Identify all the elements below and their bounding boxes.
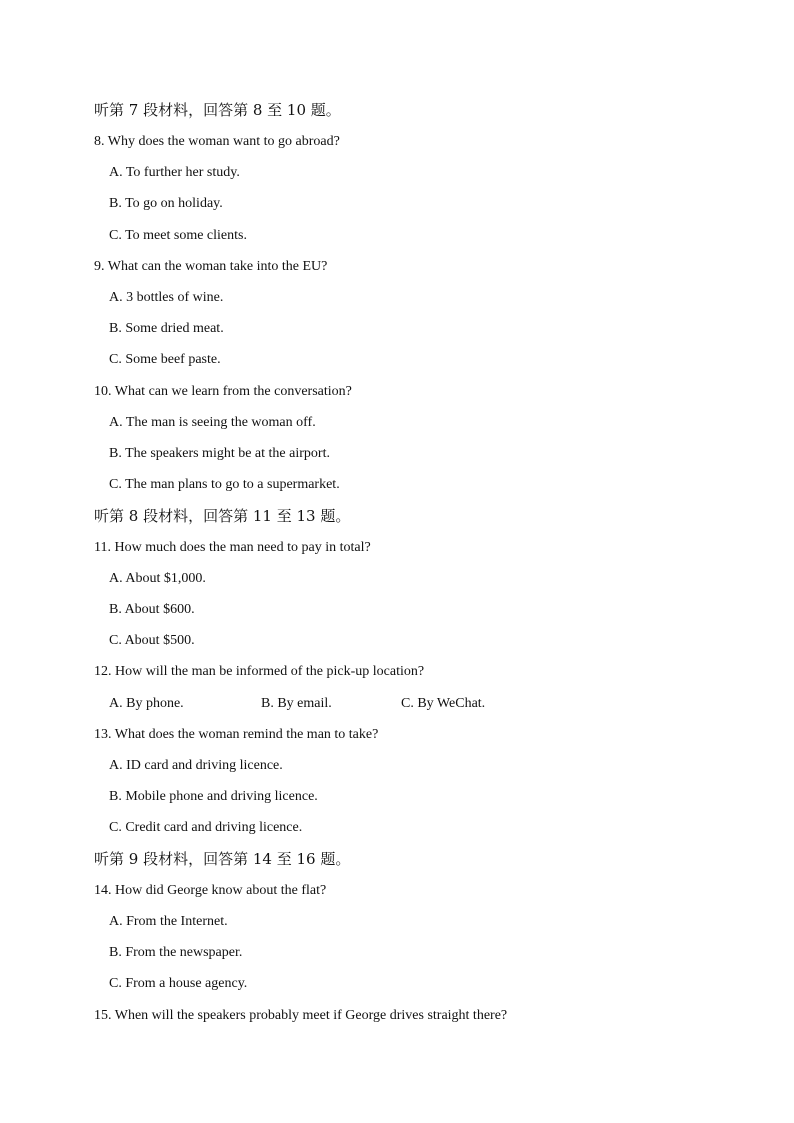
question-8-stem: 8. Why does the woman want to go abroad? <box>94 134 340 149</box>
question-11-option-c: C. About $500. <box>109 633 195 648</box>
question-11-option-b: B. About $600. <box>109 602 195 617</box>
question-10-stem: 10. What can we learn from the conversation? <box>94 384 352 399</box>
question-10-option-a: A. The man is seeing the woman off. <box>109 415 316 430</box>
question-10-option-c: C. The man plans to go to a supermarket. <box>109 477 340 492</box>
question-8-option-c: C. To meet some clients. <box>109 228 247 243</box>
question-10-option-b: B. The speakers might be at the airport. <box>109 446 330 461</box>
question-8-option-b: B. To go on holiday. <box>109 196 223 211</box>
question-9-option-b: B. Some dried meat. <box>109 321 224 336</box>
question-14-stem: 14. How did George know about the flat? <box>94 883 327 898</box>
question-11-option-a: A. About $1,000. <box>109 571 206 586</box>
section-heading-8: 听第 8 段材料，回答第 11 至 13 题。 <box>94 507 351 525</box>
question-9-option-c: C. Some beef paste. <box>109 352 221 367</box>
question-14-option-c: C. From a house agency. <box>109 976 248 991</box>
question-11-stem: 11. How much does the man need to pay in total? <box>94 540 371 555</box>
question-12-option-c: C. By WeChat. <box>401 696 486 711</box>
question-13-option-b: B. Mobile phone and driving licence. <box>109 789 318 804</box>
section-heading-9: 听第 9 段材料，回答第 14 至 16 题。 <box>94 850 351 868</box>
question-8-option-a: A. To further her study. <box>109 165 240 180</box>
question-13-option-a: A. ID card and driving licence. <box>109 758 283 773</box>
question-12-option-b: B. By email. <box>261 696 332 711</box>
question-9-option-a: A. 3 bottles of wine. <box>109 290 224 305</box>
question-14-option-a: A. From the Internet. <box>109 914 228 929</box>
question-9-stem: 9. What can the woman take into the EU? <box>94 259 328 274</box>
question-14-option-b: B. From the newspaper. <box>109 945 243 960</box>
question-12-option-a: A. By phone. <box>109 696 184 711</box>
question-15-stem: 15. When will the speakers probably meet if George drives straight there? <box>94 1008 508 1023</box>
question-12-stem: 12. How will the man be informed of the pick-up location? <box>94 664 425 679</box>
question-13-option-c: C. Credit card and driving licence. <box>109 820 303 835</box>
question-13-stem: 13. What does the woman remind the man to take? <box>94 727 379 742</box>
section-heading-7: 听第 7 段材料，回答第 8 至 10 题。 <box>94 101 341 119</box>
